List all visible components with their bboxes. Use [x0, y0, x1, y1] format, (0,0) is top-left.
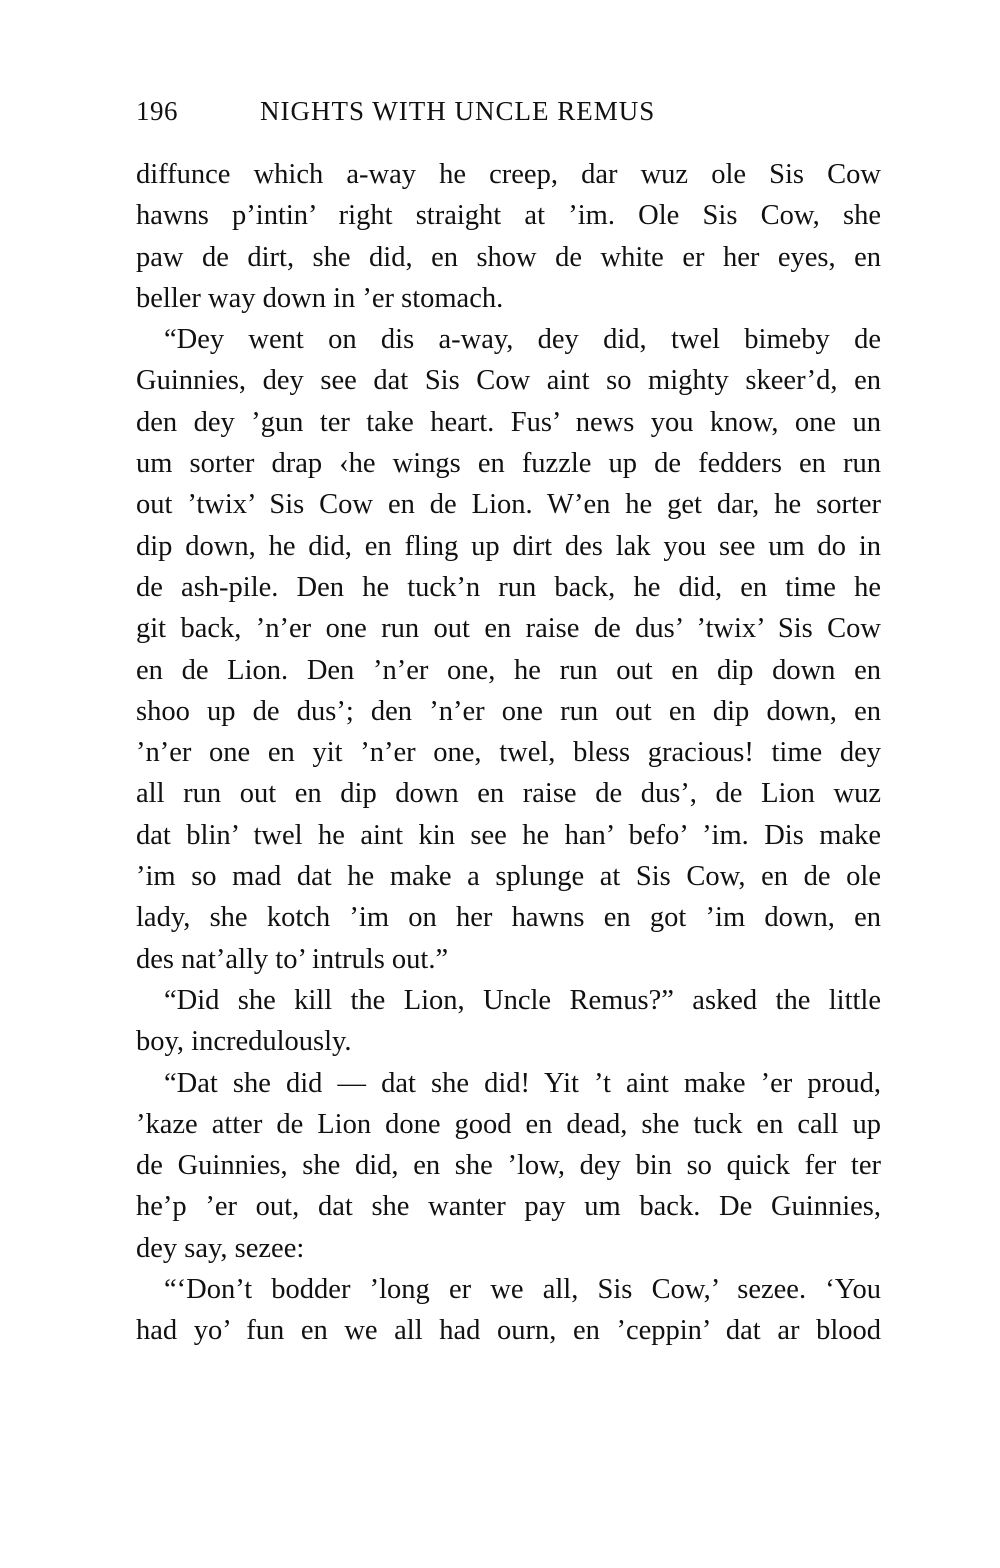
- text-line: ’im so mad dat he make a splunge at Sis Cow, en de ole: [136, 861, 881, 893]
- text-line: de ash-pile. Den he tuck’n run back, he did, en time he: [136, 571, 881, 603]
- paragraph-start-line: “Did she kill the Lion, Uncle Remus?” asked the little: [164, 984, 881, 1016]
- text-line: shoo up de dus’; den ’n’er one run out en dip down, en: [136, 695, 881, 727]
- page-number: 196: [136, 96, 178, 126]
- text-line: ’kaze atter de Lion done good en dead, she tuck en call up: [136, 1108, 881, 1140]
- text-line: git back, ’n’er one run out en raise de dus’ ’twix’ Sis Cow: [136, 613, 881, 645]
- text-line: had yo’ fun en we all had ourn, en ’ceppin’ dat ar blood: [136, 1315, 881, 1347]
- text-line: dip down, he did, en fling up dirt des lak you see um do in: [136, 530, 881, 562]
- text-line: den dey ’gun ter take heart. Fus’ news you know, one un: [136, 406, 881, 438]
- paragraph-end-line: des nat’ally to’ intruls out.”: [136, 943, 449, 975]
- text-line: ’n’er one en yit ’n’er one, twel, bless gracious! time dey: [136, 737, 881, 769]
- paragraph-start-line: “Dat she did — dat she did! Yit ’t aint make ’er proud,: [164, 1067, 881, 1099]
- text-line: de Guinnies, she did, en she ’low, dey bin so quick fer ter: [136, 1150, 881, 1182]
- text-line: hawns p’intin’ right straight at ’im. Ole Sis Cow, she: [136, 200, 881, 232]
- text-line: lady, she kotch ’im on her hawns en got ’im down, en: [136, 902, 881, 934]
- paragraph-start-line: “‘Don’t bodder ’long er we all, Sis Cow,’ sezee. ‘You: [164, 1274, 881, 1306]
- text-line: Guinnies, dey see dat Sis Cow aint so mighty skeer’d, en: [136, 365, 881, 397]
- text-line: paw de dirt, she did, en show de white er her eyes, en: [136, 241, 881, 273]
- text-line: all run out en dip down en raise de dus’, de Lion wuz: [136, 778, 881, 810]
- paragraph-end-line: boy, incredulously.: [136, 1026, 352, 1058]
- book-title: NIGHTS WITH UNCLE REMUS: [260, 96, 656, 126]
- text-line: dat blin’ twel he aint kin see he han’ befo’ ’im. Dis make: [136, 819, 881, 851]
- paragraph-start-line: “Dey went on dis a-way, dey did, twel bimeby de: [164, 324, 881, 356]
- text-line: out ’twix’ Sis Cow en de Lion. W’en he get dar, he sorter: [136, 489, 881, 521]
- text-line: um sorter drap ‹he wings en fuzzle up de fedders en run: [136, 448, 881, 480]
- text-line: en de Lion. Den ’n’er one, he run out en dip down en: [136, 654, 881, 686]
- paragraph-end-line: dey say, sezee:: [136, 1232, 305, 1264]
- text-line: he’p ’er out, dat she wanter pay um back. De Guinnies,: [136, 1191, 881, 1223]
- running-head: [136, 96, 881, 136]
- paragraph-end-line: beller way down in ’er stomach.: [136, 282, 504, 314]
- body-text: [136, 154, 881, 1352]
- text-line: diffunce which a-way he creep, dar wuz ole Sis Cow: [136, 159, 881, 190]
